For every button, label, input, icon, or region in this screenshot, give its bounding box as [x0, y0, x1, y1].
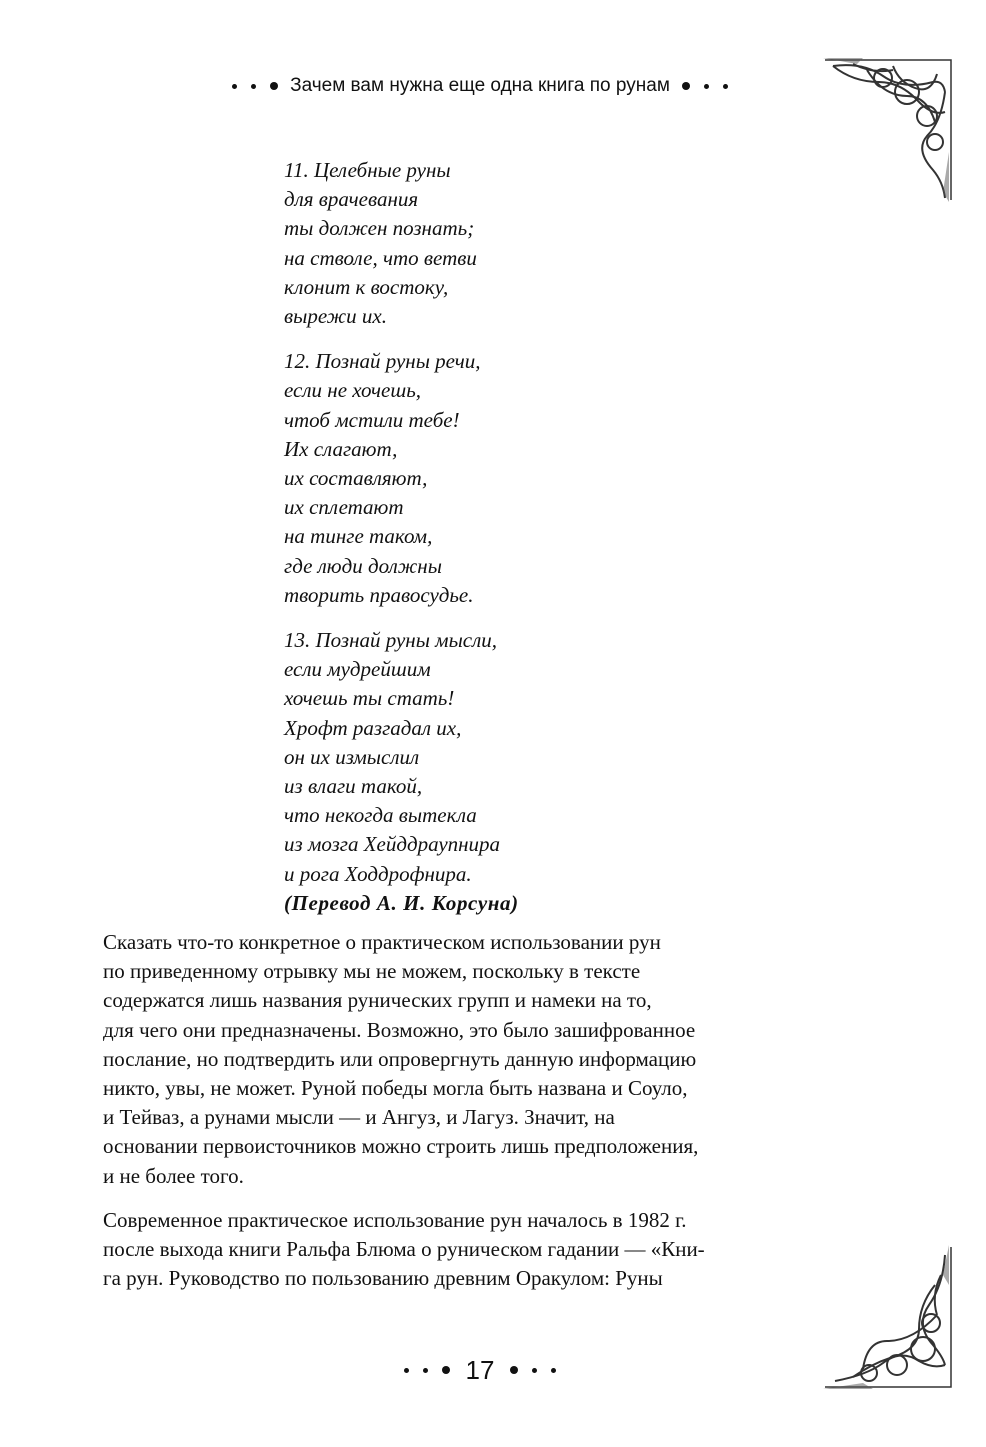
poem-line: если мудрейшим: [284, 657, 431, 682]
paragraph-line: после выхода книги Ральфа Блюма о руническом гадании — «Кни-: [103, 1237, 705, 1262]
poem-line: хочешь ты стать!: [284, 686, 455, 711]
poem-excerpt: [284, 156, 704, 918]
poem-line: творить правосудье.: [284, 582, 474, 607]
paragraph-line: для чего они предназначены. Возможно, это было зашифрованное: [103, 1017, 696, 1042]
poem-line: где люди должны: [284, 553, 442, 578]
poem-line: он их измыслил: [284, 744, 420, 769]
bullet-dot: [704, 84, 709, 89]
translation-credit: (Перевод А. И. Корсуна): [284, 890, 519, 915]
bullet-dot: [232, 84, 237, 89]
poem-stanza-13: [284, 626, 704, 889]
footer-dots-left: [404, 1366, 450, 1374]
poem-line: вырежи их.: [284, 304, 387, 329]
poem-line: клонит к востоку,: [284, 274, 449, 299]
poem-line: ты должен познать;: [284, 216, 475, 241]
paragraph-line: га рун. Руководство по пользованию древним Оракулом: Руны: [103, 1266, 663, 1291]
footer-dots-right: [510, 1366, 556, 1374]
poem-line: 11. Целебные руны: [284, 158, 451, 182]
paragraph-line: по приведенному отрывку мы не можем, поскольку в тексте: [103, 959, 641, 984]
poem-line: 13. Познай руны мысли,: [284, 628, 498, 653]
paragraph-line: и не более того.: [103, 1163, 244, 1188]
poem-line: их составляют,: [284, 466, 428, 491]
celtic-knot-corner-icon: [823, 52, 958, 202]
poem-line: Их слагают,: [284, 436, 398, 461]
paragraph-line: основании первоисточников можно строить лишь предположения,: [103, 1134, 699, 1159]
body-paragraph-2: [103, 1206, 838, 1294]
poem-line: для врачевания: [284, 187, 419, 212]
bullet-dot: [723, 84, 728, 89]
poem-line: и рога Ходдрофнира.: [284, 861, 472, 886]
poem-line: что некогда вытекла: [284, 803, 477, 828]
poem-line: на тинге таком,: [284, 524, 433, 549]
bullet-dot: [532, 1368, 537, 1373]
poem-line: 12. Познай руны речи,: [284, 349, 481, 374]
paragraph-line: послание, но подтвердить или опровергнуть данную информацию: [103, 1046, 697, 1071]
paragraph-line: Современное практическое использование рун началось в 1982 г.: [103, 1208, 687, 1232]
header-dots-right: [682, 82, 728, 90]
paragraph-line: и Тейваз, а рунами мысли — и Ангуз, и Лагуз. Значит, на: [103, 1105, 615, 1130]
bullet-dot: [404, 1368, 409, 1373]
poem-stanza-12: [284, 347, 704, 610]
bullet-dot: [682, 82, 690, 90]
bullet-dot: [423, 1368, 428, 1373]
running-header-title: Зачем вам нужна еще одна книга по рунам: [290, 75, 670, 96]
poem-stanza-11: [284, 156, 704, 331]
running-header: [190, 70, 770, 102]
bullet-dot: [270, 82, 278, 90]
bullet-dot: [442, 1366, 450, 1374]
poem-line: если не хочешь,: [284, 378, 422, 403]
poem-line: из влаги такой,: [284, 774, 423, 799]
page-footer: [360, 1350, 600, 1390]
celtic-knot-corner-icon: [823, 1245, 958, 1395]
bullet-dot: [510, 1366, 518, 1374]
paragraph-line: никто, увы, не может. Руной победы могла быть названа и Соуло,: [103, 1076, 688, 1101]
paragraph-line: Сказать что-то конкретное о практическом использовании рун: [103, 930, 661, 954]
bullet-dot: [251, 84, 256, 89]
header-dots-left: [232, 82, 278, 90]
poem-line: Хрофт разгадал их,: [284, 715, 462, 740]
page-number: 17: [465, 1354, 495, 1385]
poem-line: из мозга Хейддраупнира: [284, 832, 501, 857]
poem-line: чтоб мстили тебе!: [284, 407, 460, 432]
poem-line: на стволе, что ветви: [284, 245, 477, 270]
poem-line: их сплетают: [284, 495, 404, 520]
paragraph-line: содержатся лишь названия рунических групп и намеки на то,: [103, 988, 652, 1013]
bullet-dot: [551, 1368, 556, 1373]
body-paragraph-1: [103, 928, 838, 1191]
